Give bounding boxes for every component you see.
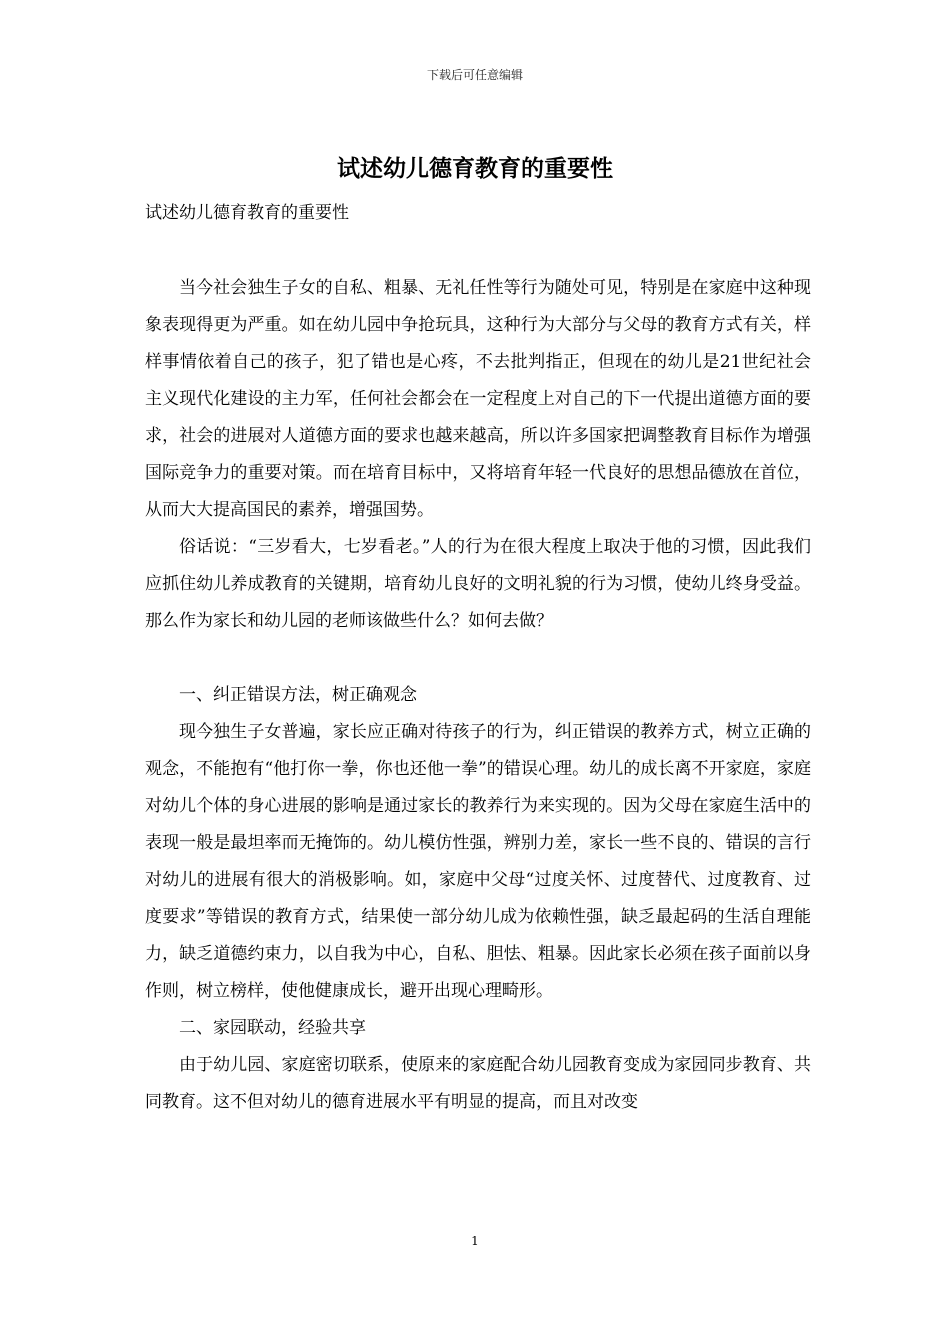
paragraph-proverb: 俗话说：“三岁看大，七岁看老。”人的行为在很大程度上取决于他的习惯，因此我们应抓住幼儿养成教育的关键期，培育幼儿良好的文明礼貌的行为习惯，使幼儿终身受益。那么作为家长和幼儿园的老师该做些什么？如何去做？: [145, 537, 811, 631]
header-note: 下载后可任意编辑: [426, 68, 523, 82]
document-subtitle: 试述幼儿德育教育的重要性: [145, 203, 349, 223]
paragraph-section-2: 由于幼儿园、家庭密切联系，使原来的家庭配合幼儿园教育变成为家园同步教育、共同教育。这不但对幼儿的德育进展水平有明显的提高，而且对改变: [145, 1055, 811, 1112]
section-heading-2: 二、家园联动，经验共享: [179, 1018, 366, 1038]
paragraph-intro: 当今社会独生子女的自私、粗暴、无礼任性等行为随处可见，特别是在家庭中这种现象表现得更为严重。如在幼儿园中争抢玩具，这种行为大部分与父母的教育方式有关，样样事情依着自己的孩子，犯了错也是心疼，不去批判指正，但现在的幼儿是21世纪社会主义现代化建设的主力军，任何社会都会在一定程度上对自己的下一代提出道德方面的要求，社会的进展对人道德方面的要求也越来越高，所以许多国家把调整教育目标作为增强国际竞争力的重要对策。而在培育目标中，又将培育年轻一代良好的思想品德放在首位，从而大大提高国民的素养，增强国势。: [145, 278, 811, 520]
blank-line: [145, 640, 811, 677]
paragraph-section-1: 现今独生子女普遍，家长应正确对待孩子的行为，纠正错误的教养方式，树立正确的观念，不能抱有“他打你一拳，你也还他一拳”的错误心理。幼儿的成长离不开家庭，家庭对幼儿个体的身心进展的影响是通过家长的教养行为来实现的。因为父母在家庭生活中的表现一般是最坦率而无掩饰的。幼儿模仿性强，辨别力差，家长一些不良的、错误的言行对幼儿的进展有很大的消极影响。如，家庭中父母“过度关怀、过度替代、过度教育、过度要求”等错误的教育方式，结果使一部分幼儿成为依赖性强，缺乏最起码的生活自理能力，缺乏道德约束力，以自我为中心，自私、胆怯、粗暴。因此家长必须在孩子面前以身作则，树立榜样，使他健康成长，避开出现心理畸形。: [145, 722, 811, 1001]
document-title: 试述幼儿德育教育的重要性: [337, 155, 613, 182]
section-heading-1: 一、纠正错误方法，树正确观念: [179, 685, 417, 705]
page-number: 1: [471, 1234, 479, 1248]
document-body: [145, 270, 811, 1121]
